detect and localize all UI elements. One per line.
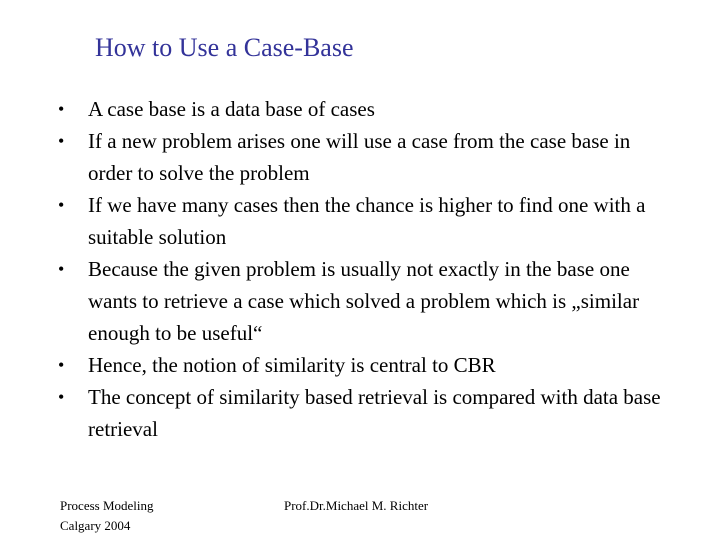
bullet-marker: • xyxy=(58,99,65,119)
footer-author: Prof.Dr.Michael M. Richter xyxy=(284,498,429,513)
bullet-text: If we have many cases then the chance is higher to find one with a suitable solution xyxy=(88,193,646,249)
footer-course: Process Modeling xyxy=(60,498,154,513)
bullet-item xyxy=(58,349,668,381)
bullet-item xyxy=(58,93,668,125)
bullet-marker: • xyxy=(58,355,65,375)
bullet-text: Because the given problem is usually not exactly in the base one wants to retrieve a case which solved a problem which is „similar enough to be useful“ xyxy=(88,257,640,345)
bullet-item xyxy=(58,381,668,445)
bullet-text: The concept of similarity based retrieval is compared with data base retrieval xyxy=(88,385,661,441)
bullet-marker: • xyxy=(58,387,65,407)
bullet-text: If a new problem arises one will use a case from the case base in order to solve the problem xyxy=(88,129,631,185)
slide-title: How to Use a Case-Base xyxy=(95,33,354,62)
bullet-marker: • xyxy=(58,195,65,215)
bullet-text: A case base is a data base of cases xyxy=(88,97,375,121)
bullet-text: Hence, the notion of similarity is central to CBR xyxy=(88,353,496,377)
bullet-marker: • xyxy=(58,259,65,279)
footer-location: Calgary 2004 xyxy=(60,518,131,533)
bullet-list xyxy=(58,93,668,445)
bullet-item xyxy=(58,125,668,189)
bullet-item xyxy=(58,253,668,349)
bullet-item xyxy=(58,189,668,253)
footer-left xyxy=(60,496,154,536)
bullet-marker: • xyxy=(58,131,65,151)
